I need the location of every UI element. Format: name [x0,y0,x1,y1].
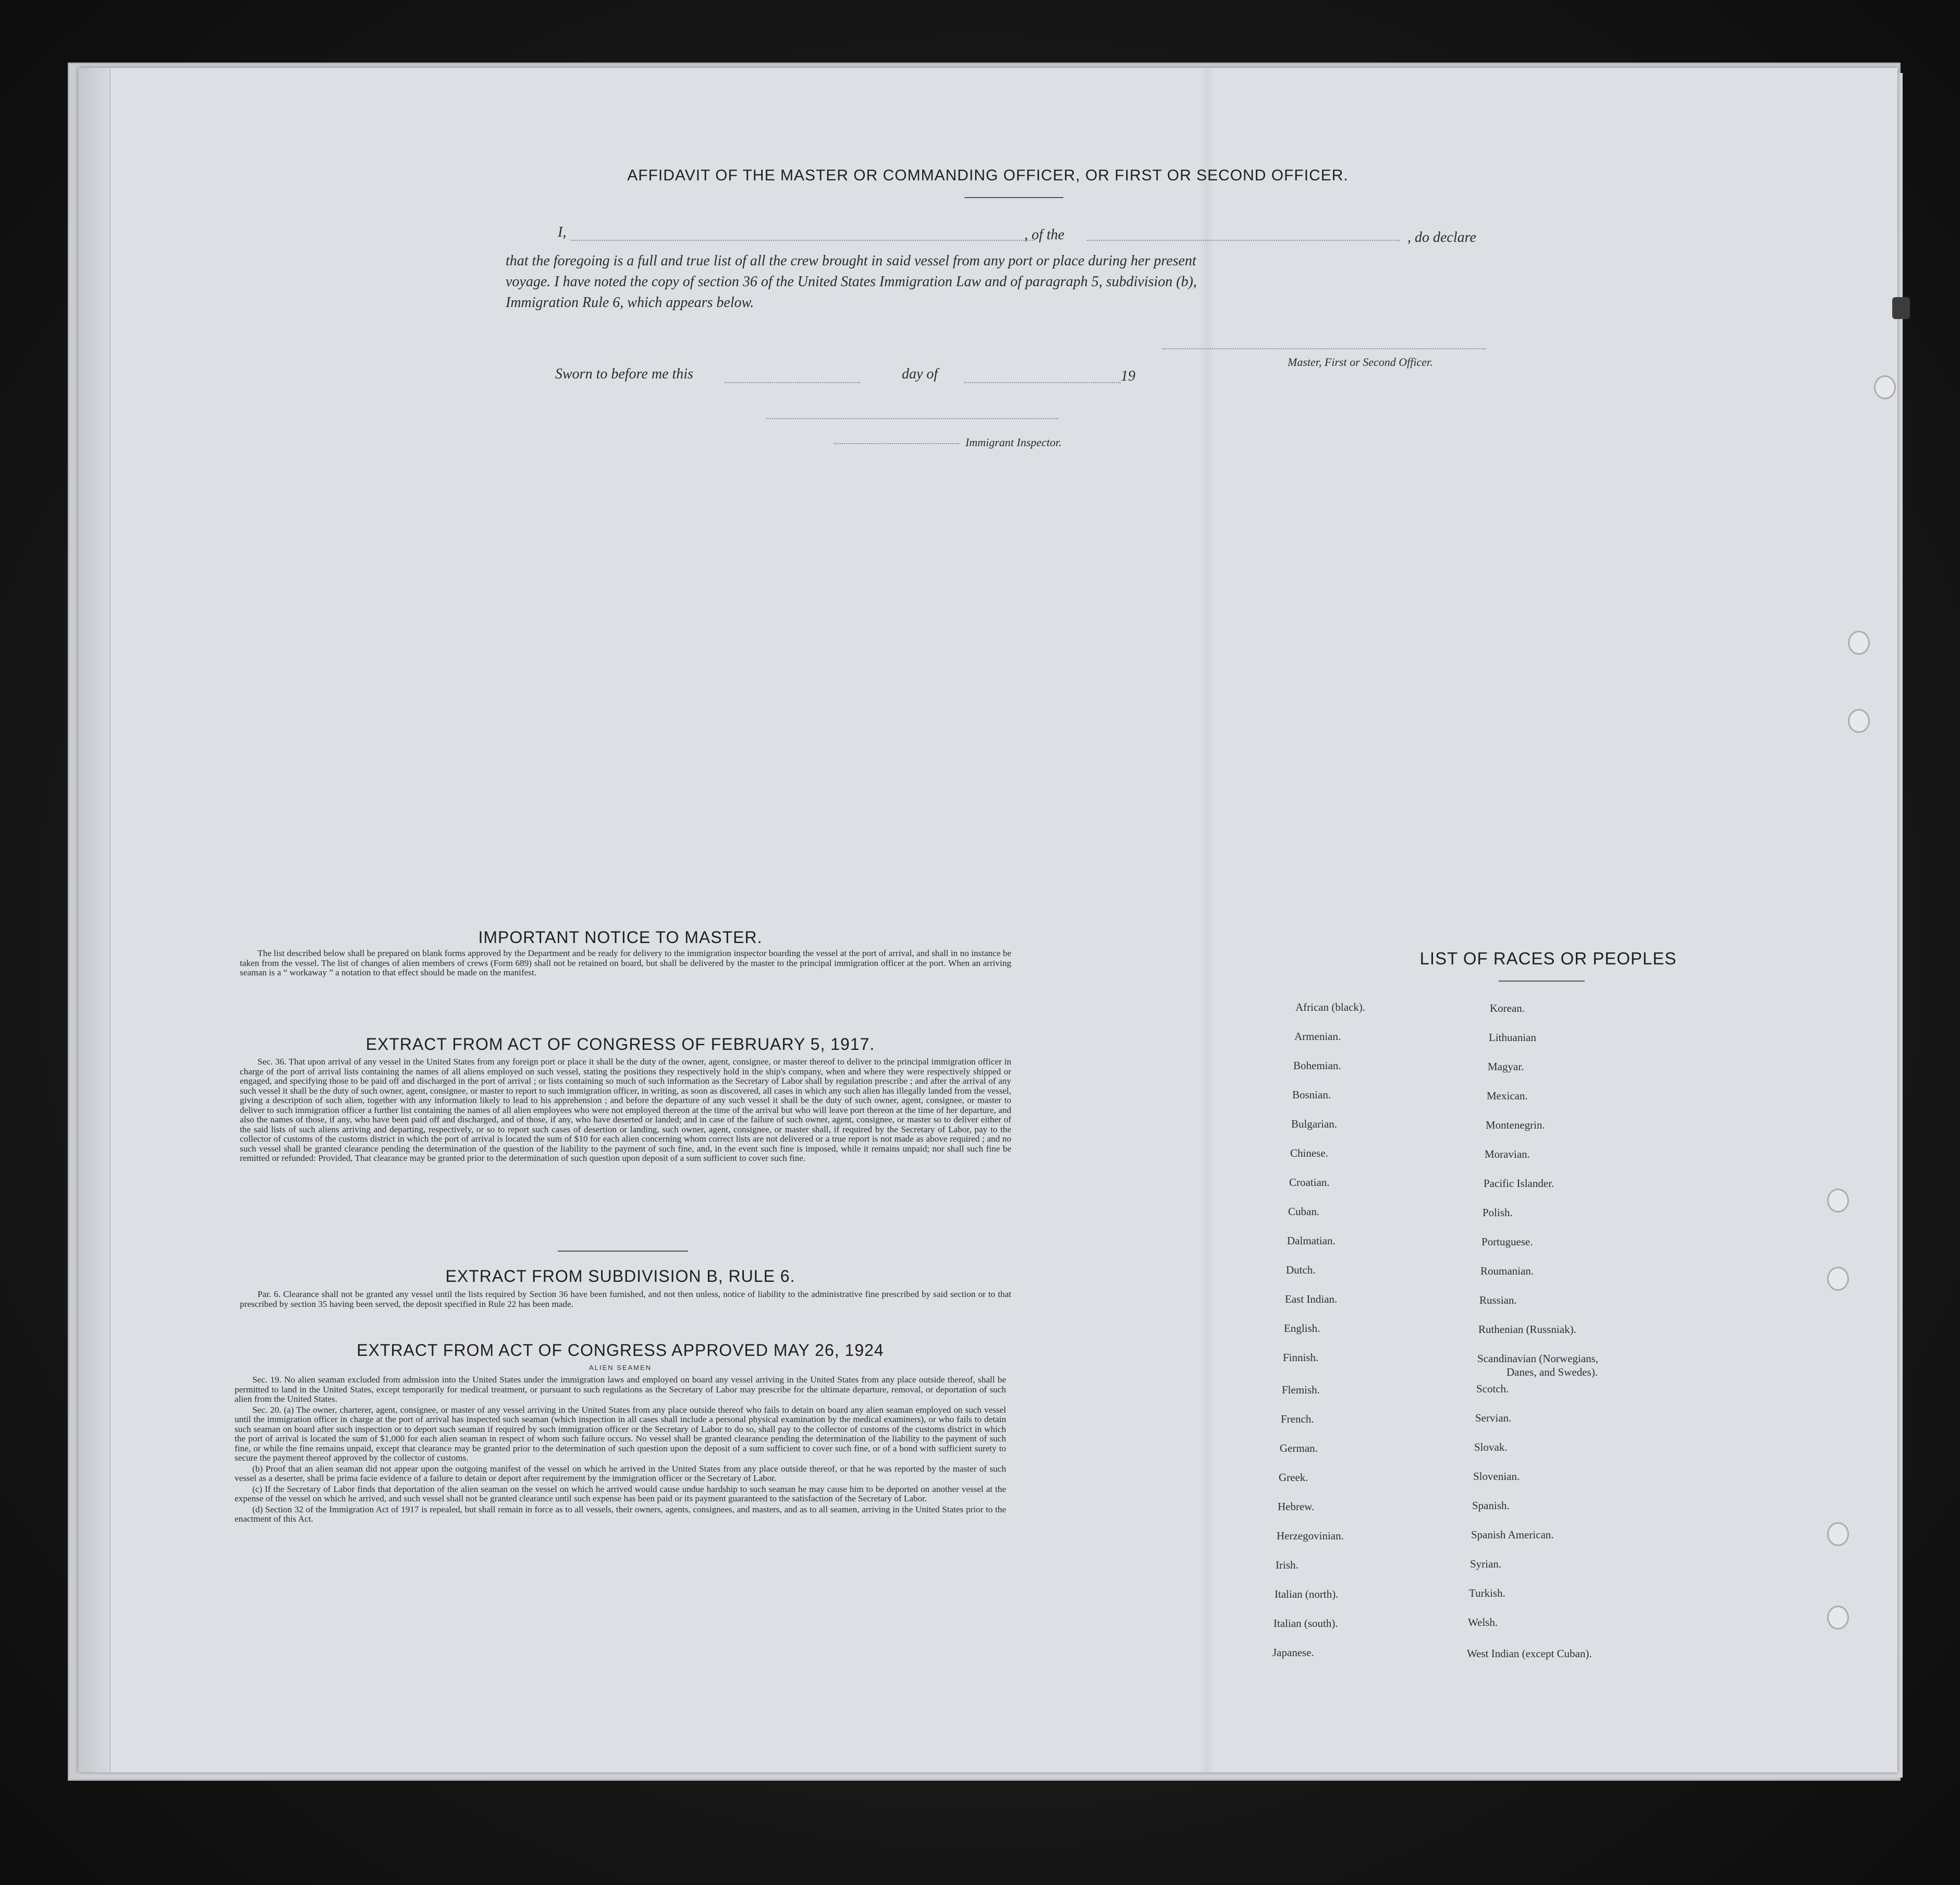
section-20a-paragraph: Sec. 20. (a) The owner, charterer, agent, consignee, or master of any vessel arriving in the United States from any place outside thereof who fails to detain on board any alien seaman employed on such vessel until the immigration officer in charge at the port of arrival has inspected such seaman (which inspection in all cases shall include a personal physical examination by the medical examiners), or who fails to detain such seaman on board after such inspection or to deport such seaman if required by such immigration officer or the Secretary of Labor to do so, shall pay to the collector of customs of the customs district in which the port of arrival is located the sum of $1,000 for each alien seaman in respect of whom such failure occurs. No vessel shall be granted clearance pending the determination of the liability to the payment of such fine, or while the fine remains unpaid, except that clearance may be granted prior to the determination of such question upon the deposit of a sum sufficient to cover such fine, or of a bond with sufficient surety to secure the payment thereof approved by the collector of customs. [235,1404,1006,1463]
race-item: Montenegrin. [1486,1119,1545,1131]
punch-hole [1827,1606,1849,1630]
signature-caption: Master, First or Second Officer. [1288,356,1433,369]
race-item: Cuban. [1288,1205,1320,1218]
title-divider [964,197,1063,198]
punch-hole [1827,1522,1849,1546]
race-item: African (black). [1295,1001,1366,1013]
race-item: Ruthenian (Russniak). [1478,1323,1576,1336]
race-item: French. [1281,1413,1314,1425]
inspector-caption: Immigrant Inspector. [965,436,1062,449]
race-item-continued: Danes, and Swedes). [1506,1366,1598,1378]
race-item: Slovenian. [1473,1470,1520,1483]
affidavit-title: AFFIDAVIT OF THE MASTER OR COMMANDING OFFICER, OR FIRST OR SECOND OFFICER. [627,167,1349,184]
notice-text [240,949,1011,979]
race-item: Bohemian. [1293,1059,1341,1072]
signature-field-line[interactable] [1162,348,1486,349]
race-item: German. [1280,1442,1318,1454]
race-item: Herzegovinian. [1277,1529,1344,1542]
day-of-label: day of [902,366,938,382]
race-item: Welsh. [1468,1616,1498,1629]
sworn-label: Sworn to before me this [555,366,693,382]
sworn-day-field[interactable] [725,382,860,383]
race-item: Irish. [1276,1559,1298,1571]
race-item: Armenian. [1294,1030,1341,1043]
year-prefix: 19 [1121,368,1135,384]
race-item: Italian (north). [1275,1588,1339,1600]
race-item: Polish. [1483,1206,1513,1219]
race-item: Chinese. [1290,1147,1328,1159]
race-item: Syrian. [1470,1558,1502,1570]
affidavit-of-the-label: , of the [1024,227,1064,243]
extract-1917-text [240,1057,1011,1165]
notice-paragraph: The list described below shall be prepared on blank forms approved by the Department and be ready for delivery to the immigration inspector boarding the vessel at the port of arrival, and shall in no instance be taken from the vessel. The list of changes of alien members of crews (Form 689) shall not be retained on board, but shall be delivered by the master to the principal immigration officer at the port. When an arriving seaman is a “ workaway ” a notation to that effect should be made on the manifest. [240,948,1011,977]
sworn-month-field[interactable] [964,382,1121,383]
alien-seamen-subheading: ALIEN SEAMEN [589,1364,652,1372]
races-heading: LIST OF RACES OR PEOPLES [1419,949,1677,968]
race-item: Spanish American. [1471,1528,1554,1541]
race-item: Portuguese. [1481,1235,1533,1248]
race-item: Pacific Islander. [1484,1177,1554,1190]
name-field-line[interactable] [571,240,1035,241]
page-binding-edge [78,68,111,1772]
punch-hole [1874,375,1896,399]
race-item: Japanese. [1272,1646,1314,1659]
punch-hole [1827,1267,1849,1291]
race-item: Flemish. [1282,1384,1320,1396]
race-item: Dutch. [1286,1264,1316,1276]
race-item: Bosnian. [1292,1088,1331,1101]
punch-hole [1848,709,1870,733]
race-item: Spanish. [1472,1499,1510,1512]
race-item: Servian. [1475,1412,1512,1424]
affidavit-i-label: I, [558,224,567,240]
affidavit-text-line-4: Immigration Rule 6, which appears below. [506,295,754,311]
race-item: Scandinavian (Norwegians, [1477,1352,1599,1365]
section-36-paragraph: Sec. 36. That upon arrival of any vessel in the United States from any foreign port or place it shall be the duty of the owner, agent, consignee, or master thereof to deliver to the principal immigration officer in charge of the port of arrival lists containing the names of all aliens employed on such vessel, stating the positions they respectively hold in the ship's company, when and where they were respectively shipped or engaged, and specifying those to be paid off and discharged in the port of arrival ; or lists containing so much of such information as the Secretary of Labor shall by regulation prescribe ; and after the arrival of any such vessel it shall be the duty of such owner, agent, consignee, or master to report to such immigration officer, in writing, as soon as discovered, all cases in which any such alien has illegally landed from the vessel, giving a description of such alien, together with any information likely to lead to his apprehension ; and before the departure of any such vessel it shall be the duty of such owner, agent, consignee, or master to deliver to such immigration officer a further list containing the names of all alien employees who were not employed thereon at the time of the arrival but who will leave port thereon at the time of her departure, and also the names of those, if any, who have been paid off and discharged, and of those, if any, who have deserted or landed; and in case of the failure of such owner, agent, consignee, or master so to deliver either of the said lists of such aliens arriving and departing, respectively, or so to report such cases of desertion or landing, such owner, agent, consignee, or master shall, if required by the Secretary of Labor, pay to the collector of customs of the customs district in which the port of arrival is located the sum of $10 for each alien concerning whom correct lists are not delivered or a true report is not made as above required ; and no such vessel shall be granted clearance pending the determination of the question of the liability to the payment of such fine, and, in the event such fine is imposed, while it remains unpaid; nor shall such fine be remitted or refunded: Provided, That clearance may be granted prior to the determination of such question upon deposit of a sum sufficient to cover such fine. [240,1057,1011,1163]
race-item: Russian. [1479,1294,1517,1306]
race-item: Italian (south). [1273,1617,1338,1630]
binder-clip [1892,297,1910,319]
race-item: Roumanian. [1480,1265,1534,1277]
races-divider [1499,981,1585,982]
rule-6-text [240,1290,1011,1310]
section-20d-paragraph: (d) Section 32 of the Immigration Act of 1917 is repealed, but shall remain in force as to all vessels, their owners, agents, consignees, and masters, and as to all seamen, arriving in the United States prior to the enactment of this Act. [235,1504,1006,1524]
race-item: Croatian. [1289,1176,1330,1189]
affidavit-text-line-3: voyage. I have noted the copy of section 36 of the United States Immigration Law and of paragraph 5, subdivision (b), [506,274,1197,290]
race-item: Bulgarian. [1291,1118,1338,1130]
race-item: Hebrew. [1278,1500,1315,1513]
race-item: Slovak. [1474,1441,1508,1453]
center-fold [1199,68,1215,1772]
race-item: Greek. [1279,1471,1308,1484]
race-item: English. [1284,1322,1320,1335]
race-item: Dalmatian. [1287,1234,1336,1247]
section-20c-paragraph: (c) If the Secretary of Labor finds that deportation of the alien seaman on the vessel on which he arrived would cause undue hardship to such seaman he may cause him to be deported on another vessel at the expense of the vessel on which he arrived, and such vessel shall not be granted clearance until such expense has been paid or its payment guaranteed to the satisfaction of the Secretary of Labor. [235,1484,1006,1503]
race-item: East Indian. [1285,1293,1338,1305]
section-20b-paragraph: (b) Proof that an alien seaman did not appear upon the outgoing manifest of the vessel on which he arrived in the United States from any place outside thereof, or that he was reported by the master of such vessel as a deserter, shall be prima facie evidence of a failure to detain or deport after requirement by the immigration officer or the Secretary of Labor. [235,1463,1006,1483]
race-item: West Indian (except Cuban). [1467,1647,1592,1660]
race-item: Scotch. [1476,1382,1509,1395]
punch-hole [1827,1189,1849,1213]
section-divider [558,1251,688,1252]
inspector-field-line[interactable] [834,443,959,444]
race-item: Finnish. [1283,1351,1319,1364]
race-item: Magyar. [1488,1060,1524,1073]
form-page [78,68,1897,1772]
paragraph-6: Par. 6. Clearance shall not be granted any vessel until the lists required by Section 36 have been furnished, and not then unless, notice of liability to the administrative fine prescribed by said section or to that prescribed by section 35 having been served, the deposit specified in Rule 22 has been made. [240,1289,1011,1309]
rule-6-heading: EXTRACT FROM SUBDIVISION B, RULE 6. [445,1267,795,1286]
notice-heading: IMPORTANT NOTICE TO MASTER. [478,928,763,947]
section-19-paragraph: Sec. 19. No alien seaman excluded from admission into the United States under the immigration laws and employed on board any vessel arriving in the United States from any place outside thereof, shall be permitted to land in the United States, except temporarily for medical treatment, or pursuant to such regulations as the Secretary of Labor may prescribe for the ultimate departure, removal, or deportation of such alien from the United States. [235,1375,1006,1404]
race-item: Korean. [1490,1002,1525,1014]
race-item: Turkish. [1469,1587,1505,1599]
race-item: Mexican. [1487,1090,1528,1102]
race-item: Moravian. [1485,1148,1530,1160]
affidavit-do-declare-label: , do declare [1407,229,1476,246]
extract-1917-heading: EXTRACT FROM ACT OF CONGRESS OF FEBRUARY 5, 1917. [365,1035,875,1054]
inspector-upper-line [766,418,1058,419]
punch-hole [1848,631,1870,655]
vessel-field-line[interactable] [1087,240,1400,241]
extract-1924-heading: EXTRACT FROM ACT OF CONGRESS APPROVED MAY 26, 1924 [357,1341,884,1360]
race-item: Lithuanian [1489,1031,1536,1044]
affidavit-text-line-2: that the foregoing is a full and true list of all the crew brought in said vessel from any port or place during her present [506,253,1196,269]
extract-1924-text [235,1375,1006,1525]
